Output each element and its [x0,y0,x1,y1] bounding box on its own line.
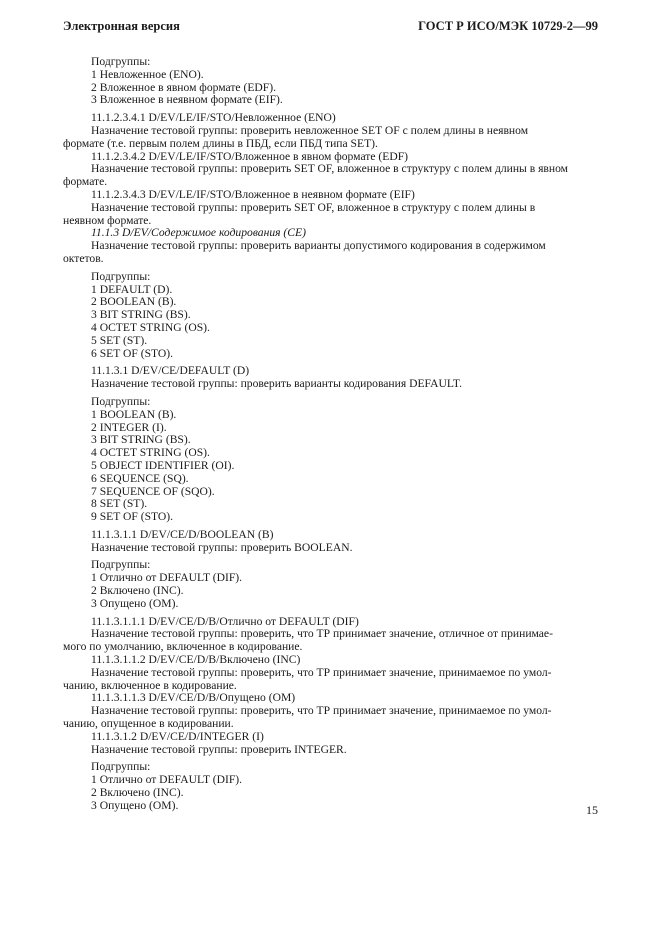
text-line: 1 Отлично от DEFAULT (DIF). [91,773,243,787]
text-line: формате. [63,175,108,189]
document-body [63,56,601,813]
text-line: 11.1.3 D/EV/Содержимое кодирования (CE) [91,226,306,240]
text-line: мого по умолчанию, включенное в кодирование. [63,640,303,654]
text-line: Назначение тестовой группы: проверить невложенное SET OF с полем длины в неявном [91,123,529,137]
text-line: Назначение тестовой группы: проверить BOOLEAN. [91,540,353,554]
text-line: 7 SEQUENCE OF (SQO). [91,484,215,498]
text-line: 11.1.3.1 D/EV/CE/DEFAULT (D) [91,364,250,378]
text-line: чанию, опущенное в кодировании. [63,717,234,731]
text-line: октетов. [63,251,104,265]
text-line: 1 BOOLEAN (B). [91,407,177,421]
header-standard-number: ГОСТ Р ИСО/МЭК 10729-2—99 [418,19,598,33]
text-line: Подгруппы: [91,269,151,283]
text-line: чанию, включенное в кодирование. [63,678,237,692]
text-line: 2 Вложенное в явном формате (EDF). [91,80,276,94]
text-line: 4 OCTET STRING (OS). [91,320,210,334]
text-line: 11.1.2.3.4.2 D/EV/LE/IF/STO/Вложенное в явном формате (EDF) [91,149,409,163]
page-number: 15 [586,803,598,817]
text-line: 3 Опущено (OM). [91,596,179,610]
text-line: 11.1.3.1.2 D/EV/CE/D/INTEGER (I) [91,729,264,743]
text-line: 11.1.3.1.1.3 D/EV/CE/D/B/Опущено (OM) [91,691,296,705]
text-line: 1 DEFAULT (D). [91,282,173,296]
text-line: 3 Вложенное в неявном формате (EIF). [91,93,283,107]
text-line: 3 BIT STRING (BS). [91,433,191,447]
text-line: 11.1.3.1.1.1 D/EV/CE/D/B/Отлично от DEFAULT (DIF) [91,614,359,628]
text-line: 2 INTEGER (I). [91,420,167,434]
text-line: 6 SET OF (STO). [91,346,174,360]
text-line: Назначение тестовой группы: проверить варианты кодирования DEFAULT. [91,377,462,391]
text-line: 9 SET OF (STO). [91,510,174,524]
text-line: формате (т.е. первым полем длины в ПБД, если ПБД типа SET). [63,136,378,150]
header-left-title: Электронная версия [63,19,180,33]
text-line: 5 SET (ST). [91,333,148,347]
text-line: 2 Включено (INC). [91,786,184,800]
text-line: 3 Опущено (OM). [91,798,179,812]
text-line: Назначение тестовой группы: проверить INTEGER. [91,742,347,756]
text-line: Подгруппы: [91,558,151,572]
text-line: Назначение тестовой группы: проверить варианты допустимого кодирования в содержимом [91,239,546,253]
text-line: Подгруппы: [91,394,151,408]
text-line: 11.1.2.3.4.1 D/EV/LE/IF/STO/Невложенное (ENO) [91,111,336,125]
text-line: 11.1.3.1.1.2 D/EV/CE/D/B/Включено (INC) [91,653,301,667]
page-header [63,19,598,39]
text-line: 11.1.2.3.4.3 D/EV/LE/IF/STO/Вложенное в неявном формате (EIF) [91,187,415,201]
text-line: 8 SET (ST). [91,497,148,511]
text-line: Подгруппы: [91,760,151,774]
text-line: 6 SEQUENCE (SQ). [91,471,189,485]
text-line: неявном формате. [63,213,152,227]
text-line: Подгруппы: [91,55,151,68]
text-line: Назначение тестовой группы: проверить SET OF, вложенное в структуру с полем длины в [91,200,536,214]
text-line: Назначение тестовой группы: проверить, что ТР принимает значение, принимаемое по умол- [91,704,552,718]
text-line: 2 BOOLEAN (B). [91,295,177,309]
text-line: 2 Включено (INC). [91,584,184,598]
text-line: Назначение тестовой группы: проверить, что ТР принимает значение, отличное от принимае- [91,627,553,641]
text-line: 4 OCTET STRING (OS). [91,446,210,460]
text-line: 1 Отлично от DEFAULT (DIF). [91,571,243,585]
text-line: 5 OBJECT IDENTIFIER (OI). [91,458,235,472]
text-line: 11.1.3.1.1 D/EV/CE/D/BOOLEAN (B) [91,527,274,541]
text-line: Назначение тестовой группы: проверить, что ТР принимает значение, принимаемое по умол- [91,665,552,679]
text-line: 1 Невложенное (ENO). [91,67,204,81]
text-line: 3 BIT STRING (BS). [91,308,191,322]
text-line: Назначение тестовой группы: проверить SET OF, вложенное в структуру с полем длины в явном [91,162,569,176]
